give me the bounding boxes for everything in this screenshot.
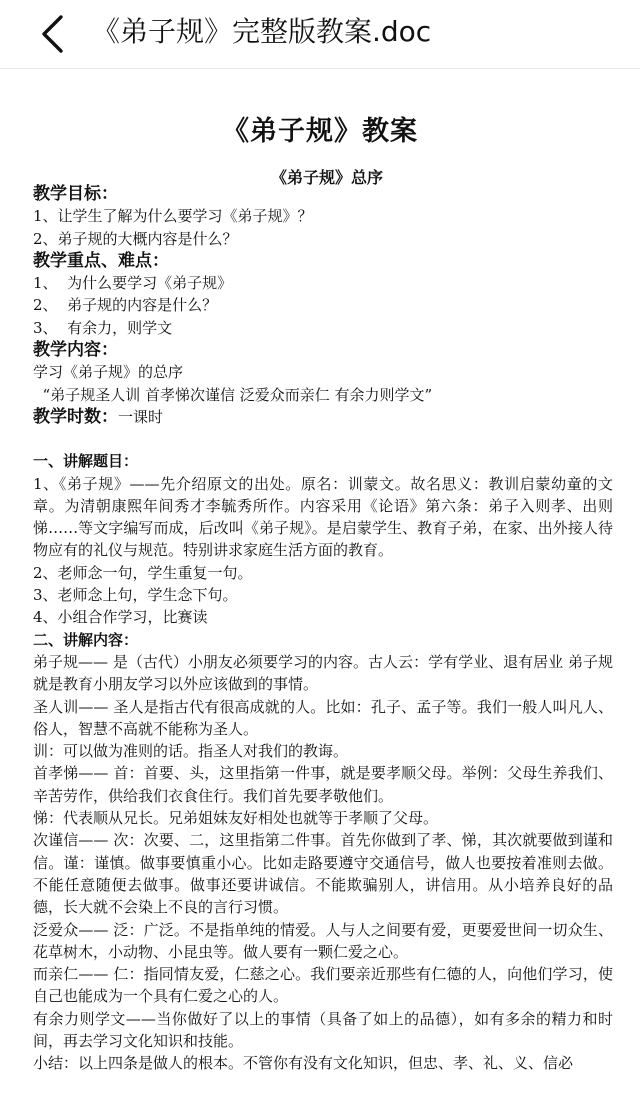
- top-bar: [0, 0, 640, 69]
- document-viewer[interactable]: [0, 69, 640, 1094]
- section1-heading: 一、讲解题目：: [33, 452, 139, 471]
- section2-paragraph: 悌：代表顺从兄长。兄弟姐妹友好相处也就等于孝顺了父母。: [33, 809, 439, 828]
- hours-heading: 教学时数：: [33, 406, 118, 427]
- section2-paragraph: 次谨信—— 次：次要、二，这里指第二件事。首先你做到了孝、悌，其次就要做到谨和信。谨：谨慎。做事要慎重小心。比如走路要遵守交通信号，做人也要按着准则去做。不能任意随便去做事。做事还要讲诚信。不能欺骗别人，讲信用。从小培养良好的品德，长大就不会染上不良的言行习惯。: [33, 831, 613, 917]
- section1-item: 3、老师念上句，学生念下句。: [33, 586, 238, 605]
- key-point-item: 1、 为什么要学习《弟子规》: [33, 274, 233, 293]
- content-line: 学习《弟子规》的总序: [33, 363, 184, 382]
- back-button[interactable]: [22, 6, 82, 62]
- goals-heading: 教学目标：: [33, 184, 118, 204]
- key-points-heading: 教学重点、难点：: [33, 250, 169, 271]
- content-heading: 教学内容：: [33, 340, 118, 361]
- section2-paragraph: 而亲仁—— 仁：指同情友爱，仁慈之心。我们要亲近那些有仁德的人，向他们学习，使自己也能成为一个具有仁爱之心的人。: [33, 965, 613, 1006]
- hours-row: [33, 406, 613, 428]
- section2-paragraph: 弟子规—— 是（古代）小朋友必须要学习的内容。古人云：学有学业、退有居业 弟子规就是教育小朋友学习以外应该做到的事情。: [33, 652, 613, 694]
- document-file-title: 《弟子规》完整版教案.doc: [92, 15, 432, 48]
- hours-value: 一课时: [118, 407, 164, 426]
- section2-paragraph: 泛爱众—— 泛：广泛。不是指单纯的情爱。人与人之间要有爱，更要爱世间一切众生、花草树木，小动物、小昆虫等。做人要有一颗仁爱之心。: [33, 920, 613, 961]
- key-point-item: 3、 有余力，则学文: [33, 318, 173, 337]
- section2-heading: 二、讲解内容：: [33, 630, 139, 649]
- chevron-left-icon: [39, 14, 65, 54]
- section2-paragraph: 有余力则学文——当你做好了以上的事情（具备了如上的品德），如有多余的精力和时间，再去学习文化知识和技能。: [33, 1009, 613, 1050]
- section2-paragraph: 小结：以上四条是做人的根本。不管你有没有文化知识，但忠、孝、礼、义、信必: [33, 1054, 574, 1073]
- section2-paragraph: 训：可以做为准则的话。指圣人对我们的教诲。: [33, 742, 349, 761]
- content-line: “弟子规圣人训 首孝悌次谨信 泛爱众而亲仁 有余力则学文”: [33, 385, 433, 404]
- section2-paragraph: 圣人训—— 圣人是指古代有很高成就的人。比如：孔子、孟子等。我们一般人叫凡人、俗人，智慧不高就不能称为圣人。: [33, 697, 613, 738]
- key-point-item: 2、 弟子规的内容是什么？: [33, 296, 218, 315]
- document-body: [33, 183, 613, 1075]
- document-subtitle: 《弟子规》总序: [270, 168, 383, 187]
- section1-item: 4、小组合作学习，比赛读: [33, 608, 208, 627]
- document-title: 《弟子规》教案: [222, 116, 418, 147]
- section1-paragraph: 1、《弟子规》——先介绍原文的出处。原名：训蒙文。故名思义：教训启蒙幼童的文章。为清朝康熙年间秀才李毓秀所作。内容采用《论语》第六条：弟子入则孝、出则悌……等文字编写而成，后改叫《弟子规》。是启蒙学生、教育子弟，在家、出外接人待物应有的礼仪与规范。特别讲求家庭生活方面的教育。: [33, 474, 613, 560]
- section2-paragraph: 首孝悌—— 首：首要、头，这里指第一件事，就是要孝顺父母。举例：父母生养我们、辛苦劳作，供给我们衣食住行。我们首先要孝敬他们。: [33, 764, 613, 805]
- goal-item: 2、弟子规的大概内容是什么？: [33, 229, 238, 248]
- section1-item: 2、老师念一句，学生重复一句。: [33, 563, 253, 582]
- goal-item: 1、让学生了解为什么要学习《弟子规》？: [33, 207, 313, 226]
